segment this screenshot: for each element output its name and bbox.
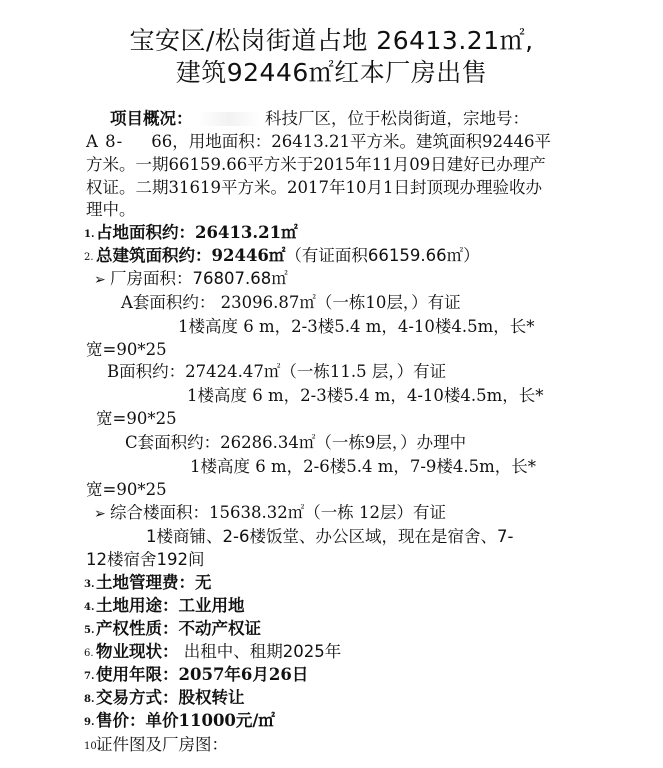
- overview-text-1: 科技厂区，位于松岗街道，宗地号：: [265, 109, 529, 128]
- overview-line-3: 方米。一期66159.66平方米于2015年11月09日建好已办理产: [86, 155, 546, 174]
- complex-description-2: 12楼宿舍192间: [86, 550, 205, 569]
- item-label: 占地面积约：: [96, 223, 195, 242]
- item-value: 出租中、租期2025年: [183, 642, 342, 661]
- overview-line-2: [86, 131, 551, 153]
- redacted-parcel-digits: [123, 135, 151, 149]
- item-number: 6.: [84, 648, 94, 659]
- redacted-company-name: [198, 112, 260, 126]
- item-number: 1.: [84, 229, 95, 240]
- item-value: 单价11000元/㎡: [145, 711, 275, 730]
- parcel-id-prefix: A: [86, 132, 99, 151]
- building-c-size: 宽=90*25: [86, 480, 167, 499]
- item-label: 土地管理费：: [96, 573, 195, 592]
- building-c-floors: 1楼高度 6 m，2-6楼5.4 m，7-9楼4.5m，长*: [190, 457, 537, 476]
- building-a-floors: 1楼高度 6 m，2-3楼5.4 m，4-10楼4.5m，长*: [178, 317, 535, 336]
- overview-line-5: 理中。: [86, 200, 136, 219]
- building-b-size: 宽=90*25: [96, 409, 177, 428]
- complex-area-line: [94, 502, 446, 525]
- overview-text-2: ，用地面积：26413.21平方米。建筑面积92446平: [172, 132, 551, 151]
- item-number: 7.: [84, 671, 95, 682]
- factory-area-label: 厂房面积：: [110, 269, 193, 288]
- item-value: 股权转让: [178, 688, 245, 707]
- item-land-fee: [84, 572, 212, 596]
- item-land-use: [84, 595, 245, 619]
- building-b-area: B面积约：27424.47㎡（一栋11.5 层，）有证: [107, 362, 447, 381]
- complex-description-1: 1楼商铺、2-6楼饭堂、办公区域，现在是宿舍、7-: [146, 527, 514, 546]
- item-note: （有证面积66159.66㎡）: [285, 246, 480, 265]
- item-transaction-method: [84, 687, 245, 711]
- item-documents-photos: [84, 734, 228, 758]
- building-a-area: A套面积约： 23096.87㎡（一栋10层，）有证: [121, 293, 461, 312]
- overview-label: 项目概况：: [110, 109, 193, 128]
- overview-line-4: 权证。二期31619平方米。2017年10月1日封顶现办理验收办: [86, 178, 542, 197]
- item-number: 9.: [84, 717, 95, 728]
- parcel-id-fragment-2: 66: [151, 132, 173, 151]
- building-b-floors: 1楼高度 6 m，2-3楼5.4 m，4-10楼4.5m，长*: [187, 386, 544, 405]
- item-number: 4.: [84, 602, 95, 613]
- item-price: [84, 710, 275, 734]
- item-label: 产权性质：: [96, 619, 179, 638]
- listing-title-line-2: 建筑92446㎡红本厂房出售: [175, 58, 488, 87]
- item-value: 2057年6月26日: [178, 665, 309, 684]
- building-c-area: C套面积约：26286.34㎡（一栋9层，）办理中: [125, 433, 467, 452]
- bullet-arrow-icon: ➢: [94, 272, 106, 288]
- building-a-size: 宽=90*25: [86, 340, 167, 359]
- item-value: 无: [195, 573, 212, 592]
- item-property-status: [84, 641, 341, 665]
- complex-area-text: 综合楼面积：15638.32㎡（一栋 12层）有证: [110, 503, 446, 522]
- item-number: 5.: [84, 625, 95, 636]
- item-value: 92446㎡: [211, 246, 286, 265]
- item-label: 交易方式：: [96, 688, 179, 707]
- item-label: 土地用途：: [96, 596, 179, 615]
- item-land-area: [84, 222, 298, 246]
- item-label: 物业现状：: [96, 642, 179, 661]
- item-label: 证件图及厂房图：: [96, 735, 228, 754]
- item-label: 使用年限：: [96, 665, 179, 684]
- item-usage-term: [84, 664, 308, 688]
- item-value: 工业用地: [178, 596, 245, 615]
- item-number: 10.: [84, 741, 100, 752]
- overview-line-1: [110, 108, 529, 130]
- item-property-right: [84, 618, 261, 642]
- item-value: 26413.21㎡: [195, 223, 298, 242]
- factory-area-value: 76807.68㎡: [192, 269, 288, 288]
- item-label: 总建筑面积约：: [96, 246, 212, 265]
- listing-title-line-1: 宝安区/松岗街道占地 26413.21㎡,: [129, 26, 534, 55]
- parcel-id-fragment-1: 8-: [98, 132, 124, 151]
- item-number: 8.: [84, 694, 95, 705]
- item-label: 售价：: [96, 711, 146, 730]
- factory-area-line: [94, 268, 288, 291]
- item-value: 不动产权证: [178, 619, 261, 638]
- item-total-building-area: [84, 245, 480, 269]
- item-number: 2.: [84, 252, 94, 263]
- bullet-arrow-icon: ➢: [94, 506, 106, 522]
- item-number: 3.: [84, 579, 95, 590]
